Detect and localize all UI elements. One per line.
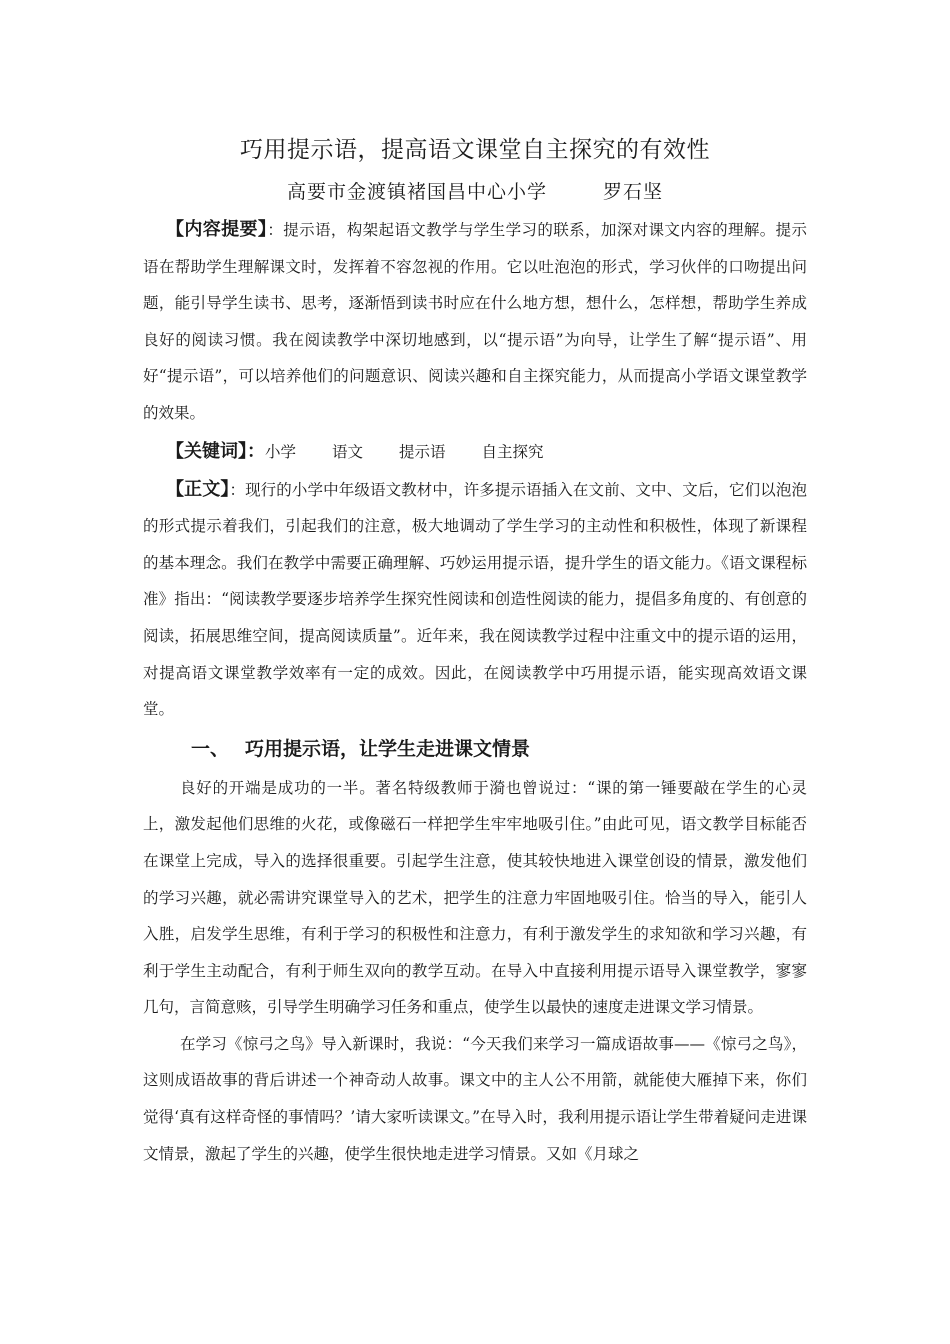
section-number: 一、 (191, 737, 230, 760)
author-name: 罗石坚 (603, 181, 664, 203)
keyword-item: 提示语 (399, 442, 446, 461)
document-page (143, 128, 807, 1172)
section-paragraph: 在学习《惊弓之鸟》导入新课时，我说：“今天我们来学习一篇成语故事——《惊弓之鸟》，这则成语故事的背后讲述一个神奇动人故事。课文中的主人公不用箭，就能使大雁掉下来，你们觉得‘真有这样奇怪的事情吗？’请大家听读课文。”在导入时，我利用提示语让学生带着疑问走进课文情景，激起了学生的兴趣，使学生很快地走进学习情景。又如《月球之 (143, 1034, 807, 1163)
section-heading (143, 728, 807, 770)
keywords-label: 【关键词】 (166, 440, 247, 462)
keyword-item: 自主探究 (481, 442, 544, 461)
keywords-line (143, 432, 807, 472)
keywords-separator: ： (247, 440, 265, 462)
document-title: 巧用提示语，提高语文课堂自主探究的有效性 (240, 137, 710, 163)
keyword-item: 语文 (332, 442, 364, 461)
body-label: 【正文】 (166, 478, 230, 500)
author-school: 高要市金渡镇褚国昌中心小学 (286, 181, 547, 203)
abstract-text: ：提示语，构架起语文教学与学生学习的联系，加深对课文内容的理解。提示语在帮助学生理解课文时，发挥着不容忽视的作用。它以吐泡泡的形式，学习伙伴的口吻提出问题，能引导学生读书、思考，逐渐悟到读书时应在什么地方想，想什么，怎样想，帮助学生养成良好的阅读习惯。我在阅读教学中深切地感到，以“提示语”为向导，让学生了解“提示语”、用好“提示语”，可以培养他们的问题意识、阅读兴趣和自主探究能力，从而提高小学语文课堂教学的效果。 (143, 221, 807, 422)
section-heading-text: 巧用提示语，让学生走进课文情景 (245, 737, 531, 760)
keyword-item: 小学 (265, 442, 297, 461)
body-intro-paragraph (143, 472, 807, 728)
abstract-paragraph (143, 212, 807, 432)
abstract-label: 【内容提要】 (166, 219, 268, 240)
author-line (143, 172, 807, 212)
body-text: ：现行的小学中年级语文教材中，许多提示语插入在文前、文中、文后，它们以泡泡的形式提示着我们，引起我们的注意，极大地调动了学生学习的主动性和积极性，体现了新课程的基本理念。我们在教学中需要正确理解、巧妙运用提示语，提升学生的语文能力。《语文课程标准》指出：“阅读教学要逐步培养学生探究性阅读和创造性阅读的能力，提倡多角度的、有创意的阅读，拓展思维空间，提高阅读质量”。近年来，我在阅读教学过程中注重文中的提示语的运用，对提高语文课堂教学效率有一定的成效。因此，在阅读教学中巧用提示语，能实现高效语文课堂。 (143, 480, 807, 719)
section-paragraph: 良好的开端是成功的一半。著名特级教师于漪也曾说过：“课的第一锤要敲在学生的心灵上，激发起他们思维的火花，或像磁石一样把学生牢牢地吸引住。”由此可见，语文教学目标能否在课堂上完成，导入的选择很重要。引起学生注意，使其较快地进入课堂创设的情景，激发他们的学习兴趣，就必需讲究课堂导入的艺术，把学生的注意力牢固地吸引住。恰当的导入，能引人入胜，启发学生思维，有利于学习的积极性和注意力，有利于激发学生的求知欲和学习兴趣，有利于学生主动配合，有利于师生双向的教学互动。在导入中直接利用提示语导入课堂教学，寥寥几句，言简意赅，引导学生明确学习任务和重点，使学生以最快的速度走进课文学习情景。 (143, 778, 807, 1017)
